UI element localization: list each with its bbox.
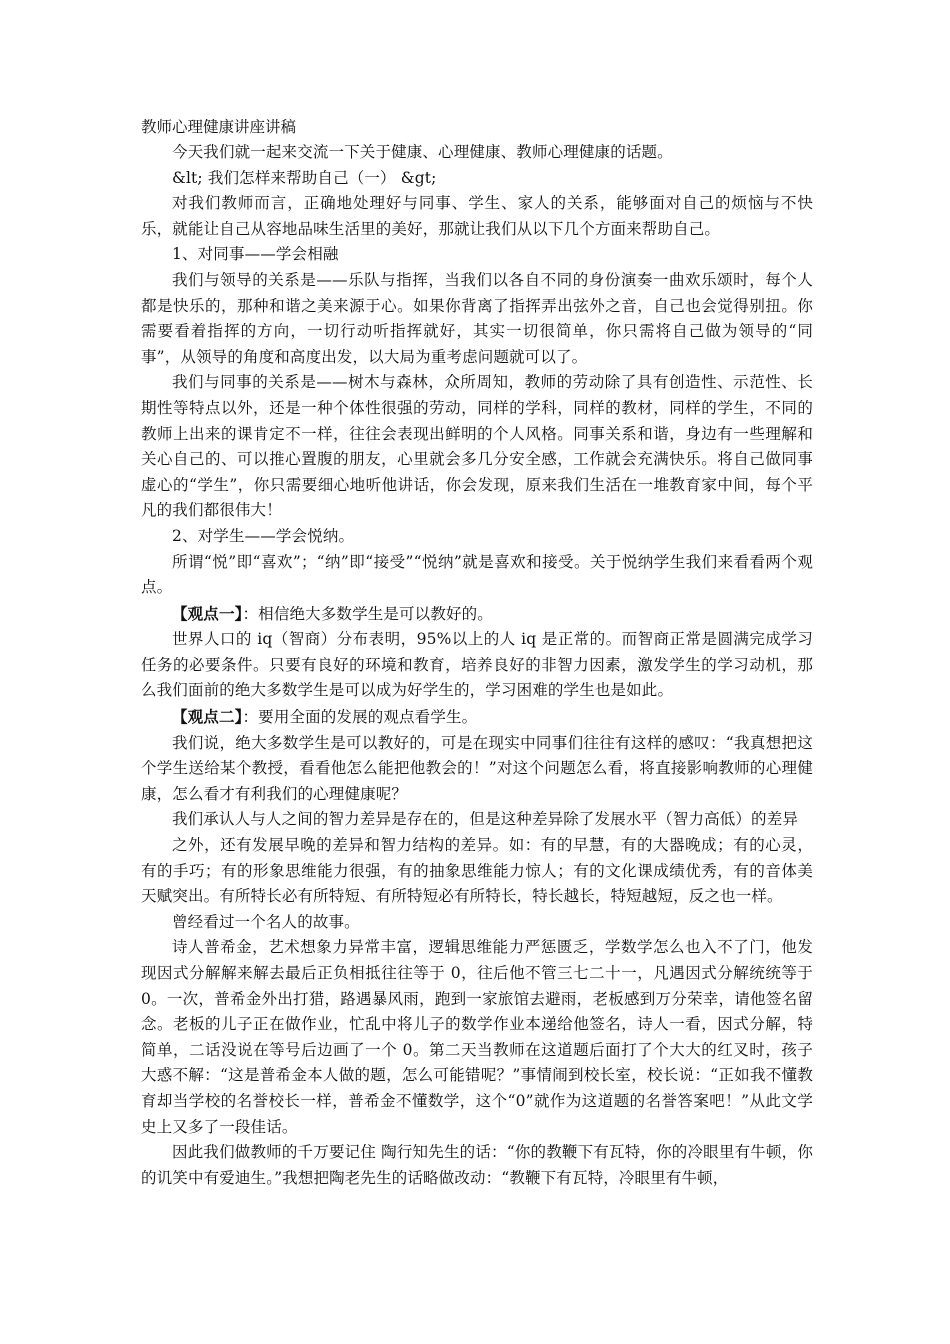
paragraph-iq: 世界人口的 iq（智商）分布表明，95%以上的人 iq 是正常的。而智商正常是圆满完成学习任务的必要条件。只要有良好的环境和教育，培养良好的非智力因素，激发学生的学习动机，那么我们面前的绝大多数学生是可以成为好学生的，学习困难的学生也是如此。 <box>141 630 813 700</box>
paragraph-intelligence-difference: 我们承认人与人之间的智力差异是存在的，但是这种差异除了发展水平（智力高低）的差异 <box>172 810 799 829</box>
paragraph-intro: 今天我们就一起来交流一下关于健康、心理健康、教师心理健康的话题。 <box>172 143 673 161</box>
document-page <box>141 114 813 1191</box>
paragraph-leaders: 我们与领导的关系是——乐队与指挥，当我们以各自不同的身份演奏一曲欢乐颂时，每个人都是快乐的，那种和谐之美来源于心。如果你背离了指挥弄出弦外之音，自己也会觉得别扭。你需要看着指挥的方向，一切行动听指挥就好，其实一切很简单，你只需将自己做为领导的“同事”，从领导的角度和高度出发，以大局为重考虑问题就可以了。 <box>141 270 813 366</box>
viewpoint-two <box>141 704 813 731</box>
paragraph-colleagues: 我们与同事的关系是——树木与森林，众所周知，教师的劳动除了具有创造性、示范性、长期性等特点以外，还是一种个体性很强的劳动，同样的学科，同样的教材，同样的学生，不同的教师上出来的课肯定不一样，往往会表现出鲜明的个人风格。同事关系和谐，身边有一些理解和关心自己的、可以推心置腹的朋友，心里就会多几分安全感，工作就会充满快乐。将自己做同事虚心的“学生”，你只需要细心地听他讲话，你会发现，原来我们生活在一堆教育家中间，每个平凡的我们都很伟大！ <box>141 373 813 520</box>
paragraph-story-intro: 曾经看过一个名人的故事。 <box>172 912 360 931</box>
heading-students: 2、对学生——学会悦纳。 <box>172 526 355 545</box>
document-title: 教师心理健康讲座讲稿 <box>141 118 297 136</box>
viewpoint-one <box>141 601 813 628</box>
paragraph-relationships: 对我们教师而言，正确地处理好与同事、学生、家人的关系，能够面对自己的烦恼与不快乐，就能让自己从容地品味生活里的美好，那就让我们从以下几个方面来帮助自己。 <box>141 194 813 238</box>
paragraph-accept-students: 所谓“悦”即“喜欢”；“纳”即“接受”“悦纳”就是喜欢和接受。关于悦纳学生我们来看看两个观点。 <box>141 552 813 597</box>
viewpoint-two-text: ：要用全面的发展的观点看学生。 <box>242 708 478 727</box>
paragraph-intelligence-structure: 之外，还有发展早晚的差异和智力结构的差异。如：有的早慧，有的大器晚成；有的心灵，有的手巧；有的形象思维能力很强，有的抽象思维能力惊人；有的文化课成绩优秀，有的音体美天赋突出。有所特长必有所特短、有所特短必有所特长，特长越长，特短越短，反之也一样。 <box>141 836 813 906</box>
paragraph-tao-xingzhi: 因此我们做教师的千万要记住 陶行知先生的话：“你的教鞭下有瓦特，你的冷眼里有牛顿，你的讥笑中有爱迪生。”我想把陶老先生的话略做改动：“教鞭下有瓦特，冷眼里有牛顿， <box>141 1143 813 1187</box>
paragraph-pushkin-story: 诗人普希金，艺术想象力异常丰富，逻辑思维能力严惩匮乏，学数学怎么也入不了门，他发现因式分解解来解去最后正负相抵往往等于 0，往后他不管三七二十一，凡遇因式分解统统等于 0。一次，普希金外出打猎，路遇暴风雨，跑到一家旅馆去避雨，老板感到万分荣幸，请他签名留念。老板的儿子正在做作业，忙乱中将儿子的数学作业本递给他签名，诗人一看，因式分解，特简单，二话没说在等号后边画了一个 0。第二天当教师在这道题后面打了个大大的红叉时，孩子大惑不解：“这是普希金本人做的题，怎么可能错呢？”事情闹到校长室，校长说：“正如我不懂教育却当学校的名誉校长一样，普希金不懂数学，这个“0”就作为这道题的名誉答案吧！”从此文学史上又多了一段佳话。 <box>141 938 813 1136</box>
heading-colleagues: 1、对同事——学会相融 <box>172 245 339 264</box>
paragraph-teach-well: 我们说，绝大多数学生是可以教好的，可是在现实中同事们往往有这样的感叹：“我真想把这个学生送给某个教授，看看他怎么能把他教会的！”对这个问题怎么看，将直接影响教师的心理健康，怎么看才有利我们的心理健康呢？ <box>141 733 813 803</box>
viewpoint-two-label: 【观点二】 <box>172 707 243 727</box>
section-heading-help-self: &lt; 我们怎样来帮助自己（一） &gt; <box>172 168 437 187</box>
viewpoint-one-text: ：相信绝大多数学生是可以教好的。 <box>242 604 493 623</box>
viewpoint-one-label: 【观点一】 <box>172 603 243 623</box>
